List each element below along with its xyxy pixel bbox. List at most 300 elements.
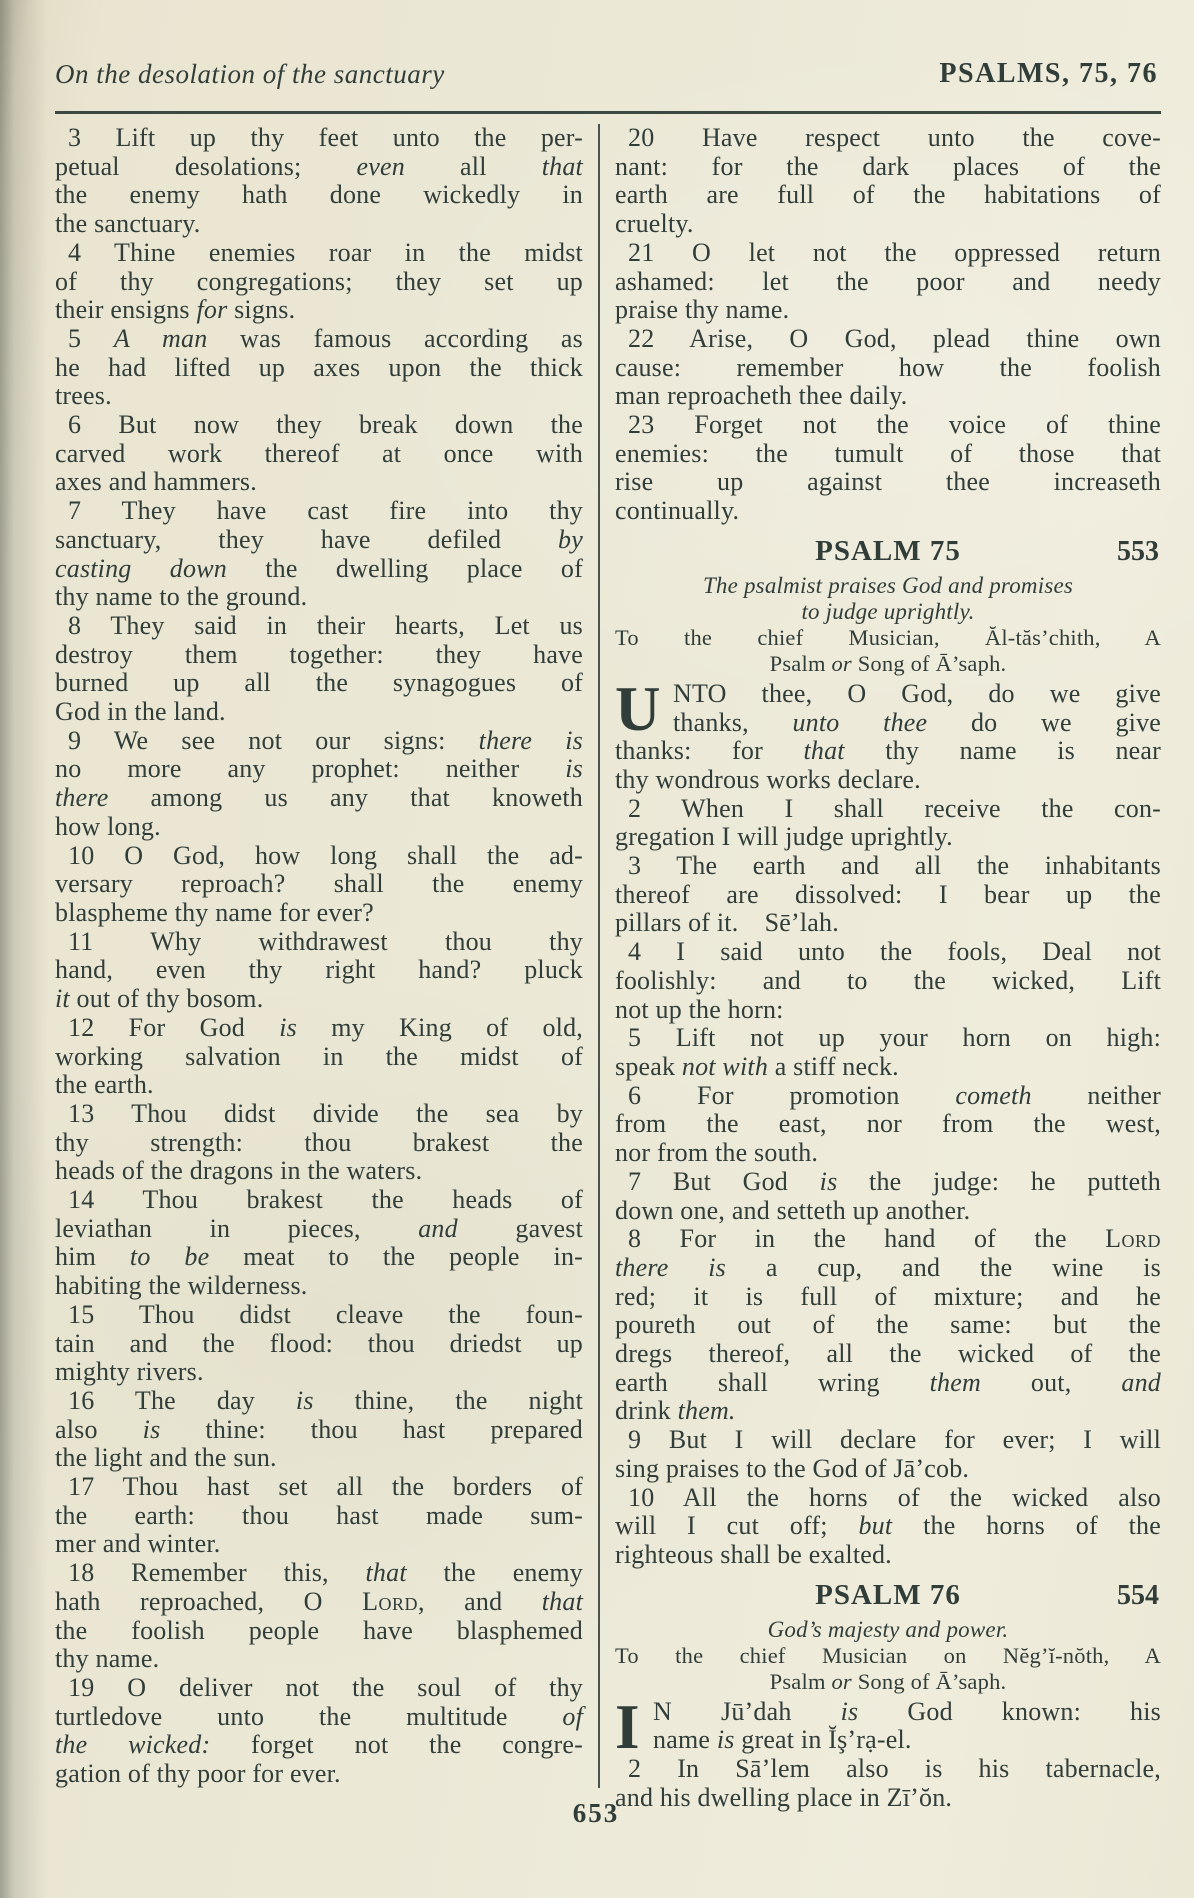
column-divider [598, 124, 600, 1788]
text-line [615, 1617, 1161, 1643]
text-segment: their ensigns [55, 295, 197, 325]
verse [615, 1082, 1161, 1168]
text-segment: red; it is full of mixture; and he [615, 1281, 1161, 1311]
text-segment: the earth. [55, 1070, 154, 1100]
verse [55, 1100, 583, 1186]
text-line [55, 755, 583, 784]
text-segment: earth are full of the habitations of [615, 180, 1161, 210]
text-segment: NTO thee, O God, do we give [673, 678, 1161, 708]
text-segment: among us any that knoweth [108, 783, 583, 813]
text-line [615, 938, 1161, 967]
text-segment: gregation I will judge uprightly. [615, 822, 953, 852]
text-line [55, 124, 583, 153]
italic-text: there [55, 783, 109, 813]
text-segment: foolishly: and to the wicked, Lift [615, 965, 1161, 995]
text-segment: from the east, nor from the west, [615, 1109, 1161, 1139]
text-line [615, 1311, 1161, 1340]
text-line [615, 599, 1161, 625]
text-line [55, 1243, 583, 1272]
text-line [55, 1444, 583, 1473]
text-line [55, 956, 583, 985]
text-segment: 9 But I will declare for ever; I will [628, 1425, 1161, 1455]
text-line [55, 1301, 583, 1330]
text-line [615, 573, 1161, 599]
psalm-section-number: 553 [1117, 535, 1159, 567]
italic-text: or [831, 1668, 852, 1694]
italic-text: even [356, 151, 405, 181]
italic-text: and [1121, 1367, 1161, 1397]
text-line [55, 1358, 583, 1387]
text-line [55, 296, 583, 325]
text-segment: the dwelling place of [226, 553, 583, 583]
text-line [615, 1397, 1161, 1426]
text-line [615, 1512, 1161, 1541]
text-segment: pillars of it. Sē’lah. [615, 908, 839, 938]
text-line [615, 382, 1161, 411]
text-segment: meat to the people in- [209, 1242, 583, 1272]
italic-text: is [840, 1696, 859, 1726]
text-line [55, 1330, 583, 1359]
text-line [55, 1674, 583, 1703]
italic-text: to judge uprightly. [801, 598, 975, 624]
italic-text: there is [478, 725, 583, 755]
right-column [615, 123, 1162, 1812]
text-segment: also [55, 1414, 143, 1444]
text-line [615, 1139, 1161, 1168]
italic-text: is [819, 1166, 838, 1196]
text-line [55, 928, 583, 957]
text-line [55, 497, 583, 526]
text-line [55, 526, 583, 555]
text-segment: habiting the wilderness. [55, 1271, 308, 1301]
text-line [615, 1698, 1161, 1727]
verse [55, 497, 583, 612]
running-header [55, 48, 1158, 90]
page-footer [0, 1798, 1194, 1829]
verse [615, 239, 1161, 325]
text-line [615, 1110, 1161, 1139]
italic-text: A man [113, 323, 208, 353]
text-line [615, 996, 1161, 1025]
text-segment: thine, the night [313, 1385, 583, 1415]
text-line [55, 899, 583, 928]
text-line [55, 842, 583, 871]
text-line [615, 440, 1161, 469]
text-segment: turtledove unto the multitude [55, 1701, 563, 1731]
text-segment: and his dwelling place in Zī’ŏn. [615, 1782, 953, 1812]
text-line [55, 181, 583, 210]
text-segment: tain and the flood: thou driedst up [55, 1328, 583, 1358]
italic-text: it [55, 984, 70, 1014]
text-line [55, 354, 583, 383]
verse [615, 1225, 1161, 1426]
text-line [615, 967, 1161, 996]
psalm-summary [615, 1617, 1161, 1643]
text-segment: speak [615, 1051, 682, 1081]
text-line [55, 1387, 583, 1416]
verse [615, 1426, 1161, 1483]
text-segment: carved work thereof at once with [55, 438, 583, 468]
text-line [615, 153, 1161, 182]
text-line [615, 1369, 1161, 1398]
text-line [55, 1157, 583, 1186]
text-segment: Song of Ā’saph. [851, 1668, 1007, 1694]
text-segment: 7 They have cast fire into thy [68, 496, 583, 526]
text-segment: 23 Forget not the voice of thine [628, 410, 1161, 440]
text-segment: the enemy [406, 1558, 583, 1588]
verse [55, 1301, 583, 1387]
text-segment: 10 All the horns of the wicked also [628, 1482, 1161, 1512]
text-segment: petual desolations; [55, 151, 357, 181]
text-line [55, 153, 583, 182]
text-segment: 17 Thou hast set all the borders of [68, 1472, 583, 1502]
italic-text: that [803, 736, 845, 766]
psalm-superscription [615, 625, 1161, 677]
text-segment: poureth out of the same: but the [615, 1310, 1161, 1340]
text-segment: 16 The day [68, 1385, 296, 1415]
small-caps-text: Lord [1105, 1224, 1161, 1254]
text-segment: Song of Ā’saph. [851, 650, 1007, 676]
text-segment: he had lifted up axes upon the thick [55, 352, 583, 382]
text-line [615, 852, 1161, 881]
text-segment: thy strength: thou brakest the [55, 1127, 583, 1157]
verse [55, 1387, 583, 1473]
text-segment: 4 I said unto the fools, Deal not [628, 937, 1161, 967]
left-column [55, 124, 583, 1796]
text-segment: 20 Have respect unto the cove- [628, 123, 1161, 152]
text-line [55, 1473, 583, 1502]
verse [55, 842, 583, 928]
text-segment: thy name is near [844, 736, 1161, 766]
text-segment: leviathan in pieces, [55, 1213, 419, 1243]
verse [55, 727, 583, 842]
text-line [55, 813, 583, 842]
text-segment: out of thy bosom. [69, 984, 264, 1014]
verse [55, 124, 583, 239]
text-segment: nant: for the dark places of the [615, 151, 1161, 181]
text-segment: 5 [68, 323, 114, 353]
text-line [615, 651, 1161, 677]
text-segment: 8 For in the hand of the [628, 1224, 1106, 1254]
text-line [615, 709, 1161, 738]
text-segment: the earth: thou hast made sum- [55, 1500, 583, 1530]
text-line [615, 268, 1161, 297]
text-segment: the horns of the [892, 1511, 1161, 1541]
text-line [55, 1731, 583, 1760]
text-line [55, 210, 583, 239]
text-line [615, 909, 1161, 938]
text-segment: a cup, and the wine is [726, 1252, 1161, 1282]
text-segment: heads of the dragons in the waters. [55, 1156, 423, 1186]
text-line [55, 440, 583, 469]
text-segment: 12 For God [68, 1012, 280, 1042]
psalm-heading-title: PSALM 75 [815, 534, 961, 567]
text-segment: 3 The earth and all the inhabitants [628, 851, 1161, 881]
text-line [55, 1416, 583, 1445]
italic-text: that [541, 1586, 583, 1616]
text-segment: neither [1031, 1080, 1161, 1110]
text-segment: will I cut off; [615, 1511, 859, 1541]
text-segment: N Jū’dah [653, 1696, 841, 1726]
psalm-superscription [615, 1643, 1161, 1695]
text-segment: rise up against thee increaseth [615, 467, 1161, 497]
text-segment: 11 Why withdrawest thou thy [68, 926, 583, 956]
text-line [615, 1254, 1161, 1283]
italic-text: them. [677, 1396, 736, 1426]
text-segment: great in Ĭş’rạ-el. [734, 1725, 912, 1755]
text-line [55, 669, 583, 698]
italic-text: but [858, 1511, 893, 1541]
text-segment: name [653, 1725, 717, 1755]
text-line [615, 680, 1161, 709]
text-segment: enemies: the tumult of those that [615, 438, 1161, 468]
text-line [55, 325, 583, 354]
text-segment: no more any prophet: neither [55, 754, 566, 784]
text-segment: 15 Thou didst cleave the foun- [68, 1299, 583, 1329]
text-segment: sanctuary, they have defiled [55, 524, 559, 554]
italic-text: is [279, 1012, 297, 1042]
text-segment: burned up all the synagogues of [55, 668, 583, 698]
text-line [615, 1455, 1161, 1484]
text-segment: praise thy name. [615, 295, 790, 325]
text-line [615, 181, 1161, 210]
text-segment: ashamed: let the poor and needy [615, 266, 1161, 296]
drop-cap: U [615, 673, 661, 744]
text-segment: the enemy hath done wickedly in [55, 180, 583, 210]
text-segment: thy name. [55, 1644, 160, 1674]
text-segment: versary reproach? shall the enemy [55, 869, 583, 899]
italic-text: is [716, 1725, 735, 1755]
text-line [55, 784, 583, 813]
text-segment: drink [615, 1396, 678, 1426]
text-line [615, 296, 1161, 325]
text-segment: Psalm [769, 1668, 832, 1694]
text-segment: him [55, 1242, 130, 1272]
text-line [55, 1129, 583, 1158]
verse [55, 411, 583, 497]
text-line [55, 555, 583, 584]
verse [615, 1484, 1161, 1570]
text-line [615, 1053, 1161, 1082]
text-line [615, 1024, 1161, 1053]
italic-text: that [365, 1558, 407, 1588]
text-line [615, 1426, 1161, 1455]
psalm-summary [615, 573, 1161, 625]
text-line [615, 1726, 1161, 1755]
text-line [615, 737, 1161, 766]
text-line [55, 1043, 583, 1072]
text-segment: gavest [457, 1213, 583, 1243]
text-line [55, 1530, 583, 1559]
text-segment: To the chief Musician, Ăl-tăs’chith, A [615, 624, 1161, 650]
verse [55, 1674, 583, 1789]
text-segment: 8 They said in their hearts, Let us [68, 610, 583, 640]
text-line [615, 881, 1161, 910]
verse [615, 1024, 1161, 1081]
italic-text: The psalmist praises God and promises [702, 572, 1074, 598]
text-line [55, 239, 583, 268]
psalm-heading [615, 533, 1161, 570]
text-segment: my King of old, [297, 1012, 583, 1042]
text-line [615, 625, 1161, 651]
header-rule [55, 111, 1161, 114]
text-line [55, 1100, 583, 1129]
text-line [55, 641, 583, 670]
text-segment: how long. [55, 811, 161, 841]
text-segment: Psalm [769, 650, 832, 676]
text-line [615, 823, 1161, 852]
text-line [55, 1617, 583, 1646]
text-line [615, 1168, 1161, 1197]
text-line [615, 210, 1161, 239]
psalm-section-number: 554 [1117, 1579, 1159, 1611]
text-line [55, 1703, 583, 1732]
italic-text: casting down [55, 553, 227, 583]
verse [615, 938, 1161, 1024]
text-segment: 6 But now they break down the [68, 410, 583, 440]
italic-text: there is [615, 1252, 727, 1282]
verse [55, 1559, 583, 1674]
text-segment: 19 O deliver not the soul of thy [68, 1672, 583, 1702]
text-line [615, 124, 1161, 153]
verse [55, 239, 583, 325]
text-segment: the foolish people have blasphemed [55, 1615, 583, 1645]
text-segment: 2 In Sā’lem also is his tabernacle, [628, 1754, 1161, 1784]
text-segment: thy wondrous works declare. [615, 764, 921, 794]
text-line [615, 1669, 1161, 1695]
text-segment: out, [980, 1367, 1122, 1397]
text-line [55, 1272, 583, 1301]
text-segment: God known: his [858, 1696, 1161, 1726]
italic-text: by [558, 524, 583, 554]
text-line [615, 766, 1161, 795]
text-segment: destroy them together: they have [55, 639, 583, 669]
text-line [55, 1215, 583, 1244]
text-line [55, 1502, 583, 1531]
text-line [615, 411, 1161, 440]
text-segment: do we give [927, 707, 1162, 737]
running-header-reference: PSALMS, 75, 76 [939, 58, 1158, 89]
text-segment: mighty rivers. [55, 1357, 204, 1387]
text-line [615, 1082, 1161, 1111]
small-caps-text: Lord [362, 1586, 418, 1616]
drop-cap: I [615, 1691, 640, 1762]
text-segment: hath reproached, O [55, 1586, 363, 1616]
text-segment: axes and hammers. [55, 467, 257, 497]
text-line [615, 1283, 1161, 1312]
text-line [55, 468, 583, 497]
text-segment: signs. [227, 295, 296, 325]
verse [55, 325, 583, 411]
text-line [55, 1071, 583, 1100]
verse [55, 612, 583, 727]
text-line [615, 1541, 1161, 1570]
italic-text: and [418, 1213, 458, 1243]
text-line [55, 1014, 583, 1043]
text-segment: sing praises to the God of Jā’cob. [615, 1453, 970, 1483]
text-segment: 22 Arise, O God, plead thine own [628, 323, 1161, 353]
text-segment: cruelty. [615, 209, 694, 239]
verse [55, 1186, 583, 1301]
text-line [615, 1643, 1161, 1669]
italic-text: or [831, 650, 852, 676]
text-segment: 3 Lift up thy feet unto the per- [68, 123, 583, 152]
text-segment: the light and the sun. [55, 1443, 277, 1473]
text-segment: gation of thy poor for ever. [55, 1759, 341, 1789]
text-line [615, 1197, 1161, 1226]
verse [615, 852, 1161, 938]
verse [615, 124, 1161, 239]
text-segment: man reproacheth thee daily. [615, 381, 908, 411]
verse [55, 1473, 583, 1559]
text-line [55, 411, 583, 440]
text-segment: 4 Thine enemies roar in the midst [68, 237, 583, 267]
italic-text: cometh [955, 1080, 1032, 1110]
verse [615, 411, 1161, 526]
text-segment: 13 Thou didst divide the sea by [68, 1098, 583, 1128]
italic-text: to be [129, 1242, 210, 1272]
text-segment: all [404, 151, 542, 181]
psalm-heading [615, 1577, 1161, 1614]
text-line [55, 612, 583, 641]
text-segment: thanks: for [615, 736, 804, 766]
verse [55, 928, 583, 1014]
text-segment: 14 Thou brakest the heads of [68, 1185, 583, 1215]
text-segment: 5 Lift not up your horn on high: [628, 1023, 1161, 1053]
text-line [615, 1484, 1161, 1513]
text-segment: righteous shall be exalted. [615, 1539, 892, 1569]
text-segment: cause: remember how the foolish [615, 352, 1161, 382]
text-columns [55, 123, 1162, 1812]
italic-text: of [562, 1701, 583, 1731]
verse-with-drop-cap [615, 1691, 1161, 1762]
text-segment: blaspheme thy name for ever? [55, 897, 374, 927]
italic-text: God’s majesty and power. [767, 1616, 1009, 1642]
psalm-heading-title: PSALM 76 [815, 1578, 961, 1611]
text-segment: of thy congregations; they set up [55, 266, 583, 296]
text-line [615, 354, 1161, 383]
text-line [55, 985, 583, 1014]
italic-text: is [142, 1414, 161, 1444]
text-segment: hand, even thy right hand? pluck [55, 955, 583, 985]
text-segment: 6 For promotion [628, 1080, 956, 1110]
text-segment: thereof are dissolved: I bear up the [615, 879, 1161, 909]
book-gutter-shadow [0, 0, 48, 1898]
text-line [55, 1186, 583, 1215]
text-line [55, 727, 583, 756]
text-line [615, 239, 1161, 268]
text-line [615, 795, 1161, 824]
text-segment: the sanctuary. [55, 209, 201, 239]
text-segment: 7 But God [628, 1166, 820, 1196]
text-segment: mer and winter. [55, 1529, 221, 1559]
text-line [615, 1755, 1161, 1784]
text-line [615, 1225, 1161, 1254]
text-line [615, 468, 1161, 497]
text-segment: continually. [615, 496, 740, 526]
verse [615, 1168, 1161, 1225]
italic-text: not with [681, 1051, 769, 1081]
text-segment: To the chief Musician on Nĕg’ĭ-nŏth, A [615, 1642, 1161, 1668]
text-segment: God in the land. [55, 697, 226, 727]
text-segment: , and [417, 1586, 542, 1616]
text-segment: 18 Remember this, [68, 1558, 366, 1588]
text-segment: not up the horn: [615, 994, 784, 1024]
text-segment: trees. [55, 381, 112, 411]
text-line [55, 268, 583, 297]
text-line [615, 1340, 1161, 1369]
text-segment: down one, and setteth up another. [615, 1195, 971, 1225]
